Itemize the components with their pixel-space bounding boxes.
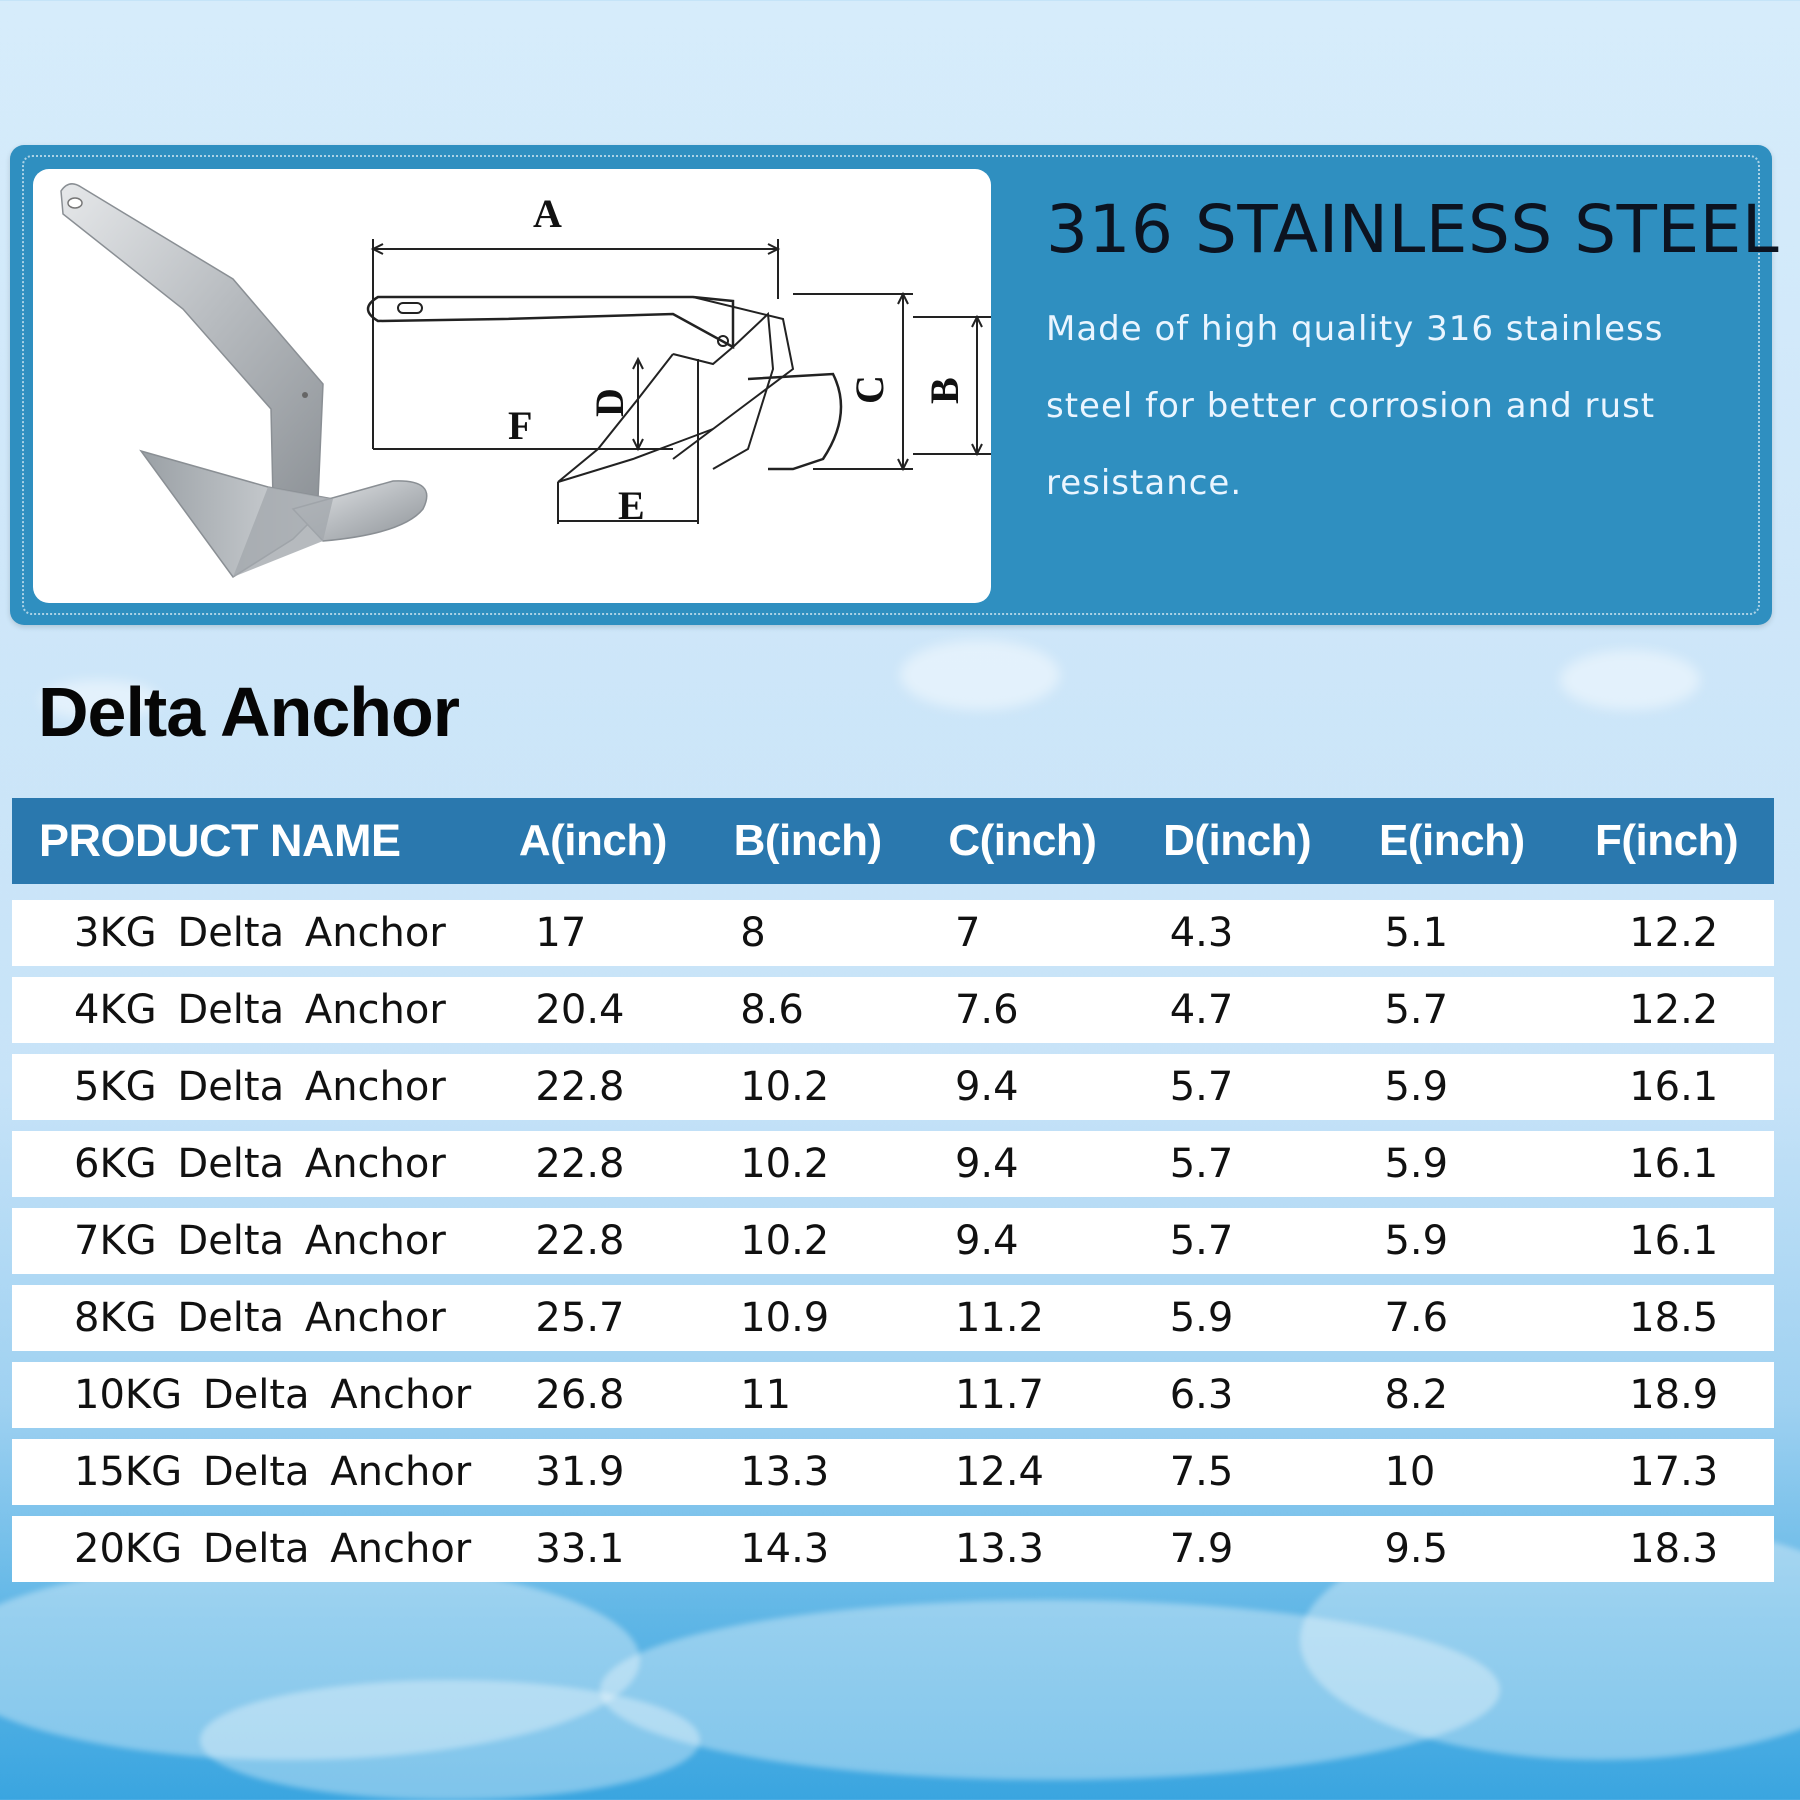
anchor-photo	[61, 184, 427, 577]
table-row	[12, 977, 1774, 1043]
cell-product-name: 8KG Delta Anchor	[74, 1295, 446, 1341]
cell-e: 8.2	[1384, 1372, 1449, 1418]
cell-c: 12.4	[954, 1449, 1044, 1495]
header-c: C(inch)	[948, 816, 1097, 865]
cell-d: 5.7	[1169, 1064, 1234, 1110]
cell-e: 5.9	[1384, 1141, 1449, 1187]
feature-text	[1046, 190, 1780, 556]
table-row	[12, 900, 1774, 966]
cell-product-name: 20KG Delta Anchor	[74, 1526, 472, 1572]
cell-f: 18.5	[1629, 1295, 1719, 1341]
dimension-labels	[508, 191, 967, 528]
label-c: C	[847, 375, 892, 404]
cell-b: 8.6	[740, 987, 804, 1033]
label-f: F	[508, 403, 533, 448]
header-f: F(inch)	[1595, 816, 1739, 865]
cell-b: 10.2	[740, 1218, 830, 1264]
cell-b: 10.9	[740, 1295, 830, 1341]
table-row	[12, 1362, 1774, 1428]
header-e: E(inch)	[1379, 816, 1525, 865]
table-row	[12, 1439, 1774, 1505]
cell-product-name: 5KG Delta Anchor	[74, 1064, 446, 1110]
cell-c: 7	[954, 910, 981, 956]
cell-b: 11	[740, 1372, 792, 1418]
feature-panel	[10, 145, 1780, 625]
cell-d: 6.3	[1169, 1372, 1234, 1418]
anchor-diagram	[33, 169, 991, 603]
cell-b: 8	[740, 910, 766, 956]
header-d: D(inch)	[1163, 816, 1312, 865]
table-row	[12, 1516, 1774, 1582]
cell-a: 17	[535, 910, 587, 956]
cell-a: 31.9	[535, 1449, 625, 1495]
cell-f: 16.1	[1629, 1064, 1719, 1110]
cell-c: 9.4	[954, 1141, 1019, 1187]
feature-description: Made of high quality 316 stainless steel for better corrosion and rust resistance.	[1046, 309, 1664, 504]
cell-b: 10.2	[740, 1141, 830, 1187]
cell-e: 5.9	[1384, 1218, 1449, 1264]
cell-product-name: 4KG Delta Anchor	[74, 987, 446, 1033]
anchor-dimension-drawing	[33, 169, 991, 603]
cell-e: 7.6	[1384, 1295, 1449, 1341]
dimension-drawing	[368, 239, 991, 524]
cell-a: 33.1	[535, 1526, 625, 1572]
cell-d: 5.9	[1169, 1295, 1234, 1341]
cell-a: 20.4	[535, 987, 625, 1033]
table-row	[12, 1285, 1774, 1351]
cell-product-name: 15KG Delta Anchor	[74, 1449, 472, 1495]
cell-c: 11.2	[954, 1295, 1044, 1341]
cell-e: 5.7	[1384, 987, 1449, 1033]
cell-f: 16.1	[1629, 1141, 1719, 1187]
table-row	[12, 1131, 1774, 1197]
section-title: Delta Anchor	[38, 673, 460, 751]
cell-product-name: 10KG Delta Anchor	[74, 1372, 472, 1418]
cell-d: 7.5	[1169, 1449, 1234, 1495]
cell-f: 18.9	[1629, 1372, 1719, 1418]
cell-product-name: 3KG Delta Anchor	[74, 910, 446, 956]
table-body	[12, 900, 1774, 1582]
cell-c: 7.6	[954, 987, 1019, 1033]
cell-f: 16.1	[1629, 1218, 1719, 1264]
cell-a: 22.8	[535, 1141, 625, 1187]
cell-a: 22.8	[535, 1218, 625, 1264]
cell-a: 26.8	[535, 1372, 625, 1418]
header-b: B(inch)	[733, 816, 882, 865]
cell-c: 9.4	[954, 1218, 1019, 1264]
cell-e: 5.1	[1384, 910, 1449, 956]
cell-b: 13.3	[740, 1449, 830, 1495]
label-e: E	[618, 483, 645, 528]
cell-e: 5.9	[1384, 1064, 1449, 1110]
label-a: A	[533, 191, 562, 236]
cell-product-name: 6KG Delta Anchor	[74, 1141, 446, 1187]
cell-c: 9.4	[954, 1064, 1019, 1110]
header-a: A(inch)	[518, 816, 667, 865]
spec-table	[12, 798, 1774, 1593]
cell-product-name: 7KG Delta Anchor	[74, 1218, 446, 1264]
cell-b: 10.2	[740, 1064, 830, 1110]
label-b: B	[922, 377, 967, 404]
table-row	[12, 1208, 1774, 1274]
cell-f: 12.2	[1629, 987, 1719, 1033]
cell-e: 10	[1384, 1449, 1436, 1495]
cell-f: 12.2	[1629, 910, 1719, 956]
cell-c: 11.7	[954, 1372, 1044, 1418]
header-product-name: PRODUCT NAME	[39, 815, 401, 866]
cell-f: 17.3	[1629, 1449, 1719, 1495]
table-row	[12, 1054, 1774, 1120]
cell-b: 14.3	[740, 1526, 830, 1572]
cell-d: 4.7	[1169, 987, 1234, 1033]
cell-c: 13.3	[954, 1526, 1044, 1572]
cell-d: 4.3	[1169, 910, 1234, 956]
cell-a: 25.7	[535, 1295, 625, 1341]
cell-e: 9.5	[1384, 1526, 1449, 1572]
cell-f: 18.3	[1629, 1526, 1719, 1572]
table-header	[12, 798, 1774, 884]
cell-d: 5.7	[1169, 1141, 1234, 1187]
cell-d: 5.7	[1169, 1218, 1234, 1264]
feature-title: 316 STAINLESS STEEL	[1046, 191, 1780, 268]
label-d: D	[587, 388, 632, 417]
cell-a: 22.8	[535, 1064, 625, 1110]
cell-d: 7.9	[1169, 1526, 1234, 1572]
